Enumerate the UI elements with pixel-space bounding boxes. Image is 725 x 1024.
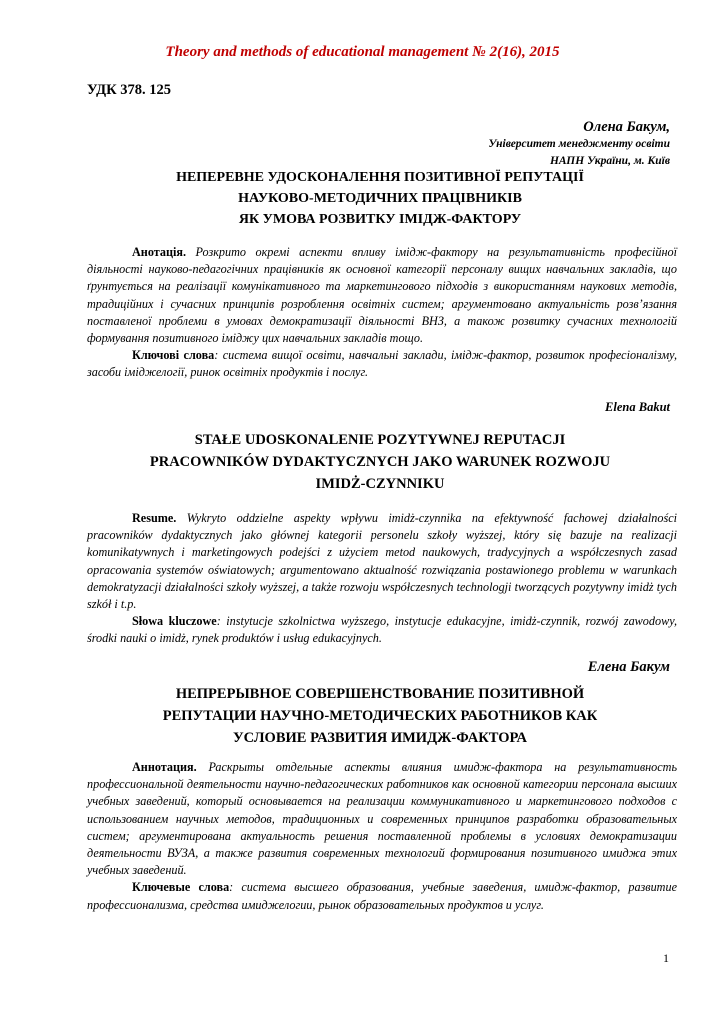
author-ua: Олена Бакум,	[583, 119, 670, 135]
title-pl	[60, 429, 700, 495]
title-ua-line-3: ЯК УМОВА РОЗВИТКУ ІМІДЖ-ФАКТОРУ	[238, 212, 522, 227]
abstract-pl-text: Wykryto oddzielne aspekty wpływu imidż-czynnika na efektywność fachowej działalności pracowników dydaktycznych jako głównej kategorii personelu szkoły wyższej, który się bazuje na realizacji komunikatywnych i marketingowych podejści z użyciem metod naukowych, tradycyjnych a współczesnych zasad opracowania systemów oświatowych; argumentowano aktualność rozwiązania postawionego problemu w warunkach demokratyzacji działalności szkoły wyższej, a także rozwoju współczesnych technologji tworzących pozytywny imidż tych szkół i t.p.	[87, 511, 678, 612]
keywords-ua-paragraph	[87, 347, 677, 381]
abstract-pl-paragraph	[87, 510, 677, 613]
author-ru: Елена Бакум	[587, 659, 670, 675]
title-ru-line-1: НЕПРЕРЫВНОЕ СОВЕРШЕНСТВОВАНИЕ ПОЗИТИВНОЙ	[175, 686, 585, 702]
abstract-pl	[87, 510, 677, 648]
page-number: 1	[663, 951, 669, 965]
keywords-ua-label: Ключові слова	[132, 348, 215, 363]
title-pl-line-2: PRACOWNIKÓW DYDAKTYCZNYCH JAKO WARUNEK ROZWOJU	[149, 454, 611, 470]
title-ru-line-3: УСЛОВИЕ РАЗВИТИЯ ИМИДЖ-ФАКТОРА	[233, 730, 527, 746]
keywords-ru-label: Ключевые слова	[132, 880, 230, 895]
abstract-ru-text: Раскрыты отдельные аспекты влияния имидж-фактора на результативность профессиональной деятельности научно-педагогических работников как основной категории персонала высших учебных заведений, который основывается на реализации коммуникативного и маркетингового подходов с использованием научных методов, традиционных и современных принципов разработки образовательных систем; аргументирована актуальность решения поставленной проблемы в условиях демократизации деятельности ВУЗА, а также развития современных технологий формирования позитивного имиджа этих учебных заведений.	[87, 760, 678, 878]
author-pl: Elena Bakut	[605, 400, 670, 414]
keywords-ua-text: : система вищої освіти, навчальні заклади, імідж-фактор, розвиток професіоналізму, засоби іміджелогії, ринок освітніх продуктів і послуг.	[87, 348, 677, 380]
title-ru-line-2: РЕПУТАЦИИ НАУЧНО-МЕТОДИЧЕСКИХ РАБОТНИКОВ КАК	[162, 708, 598, 724]
title-ua	[60, 167, 700, 230]
abstract-ua-text: Розкрито окремі аспекти впливу імідж-фактору на результативність професійної діяльності науково-педагогічних працівників як основної категорії персоналу вищих навчальних закладів, що ґрунтується на реалізації комунікативного та маркетингового підходів з використанням наукових методів, традиційних і сучасних принципів розроблення освітніх систем; аргументовано актуальність розв’язання поставленої проблеми в умовах демократизації діяльності ВНЗ, а також розвитку сучасних технологій формування позитивного іміджу цих навчальних закладів тощо.	[87, 245, 678, 346]
keywords-ru-paragraph	[87, 879, 677, 913]
abstract-ua-paragraph	[87, 244, 677, 347]
journal-header: Theory and methods of educational management № 2(16), 2015	[165, 44, 560, 60]
udk-code: УДК 378. 125	[87, 82, 172, 98]
title-pl-line-1: STAŁE UDOSKONALENIE POZYTYWNEJ REPUTACJI	[194, 432, 566, 448]
keywords-ru-text: : система высшего образования, учебные заведения, имидж-фактор, развитие профессионализма, средства имиджелогии, рынок образовательных продуктов и услуг.	[87, 880, 677, 912]
keywords-pl-paragraph	[87, 613, 677, 647]
title-ru	[60, 683, 700, 749]
keywords-pl-label: Słowa kluczowe	[132, 614, 217, 629]
abstract-ua	[87, 244, 677, 382]
title-ua-line-2: НАУКОВО-МЕТОДИЧНИХ ПРАЦІВНИКІВ	[238, 191, 522, 206]
abstract-pl-label: Resume.	[132, 511, 177, 525]
abstract-ru-paragraph	[87, 759, 677, 879]
affiliation-line-2: НАПН України, м. Київ	[549, 155, 670, 167]
abstract-ru-label: Аннотация.	[132, 760, 197, 774]
title-pl-line-3: IMIDŻ-CZYNNIKU	[315, 476, 445, 492]
keywords-pl-text: : instytucje szkolnictwa wyższego, instytucje edukacyjne, imidż-czynnik, rozwój zawodowy, środki nauki o imidż, rynek produktów i usług edukacyjnych.	[87, 614, 677, 646]
affiliation	[488, 136, 670, 170]
title-ua-line-1: НЕПЕРЕВНЕ УДОСКОНАЛЕННЯ ПОЗИТИВНОЇ РЕПУТАЦІЇ	[176, 170, 584, 185]
affiliation-line-1: Університет менеджменту освіти	[488, 138, 670, 150]
abstract-ua-label: Анотація.	[132, 245, 187, 259]
abstract-ru	[87, 759, 677, 914]
